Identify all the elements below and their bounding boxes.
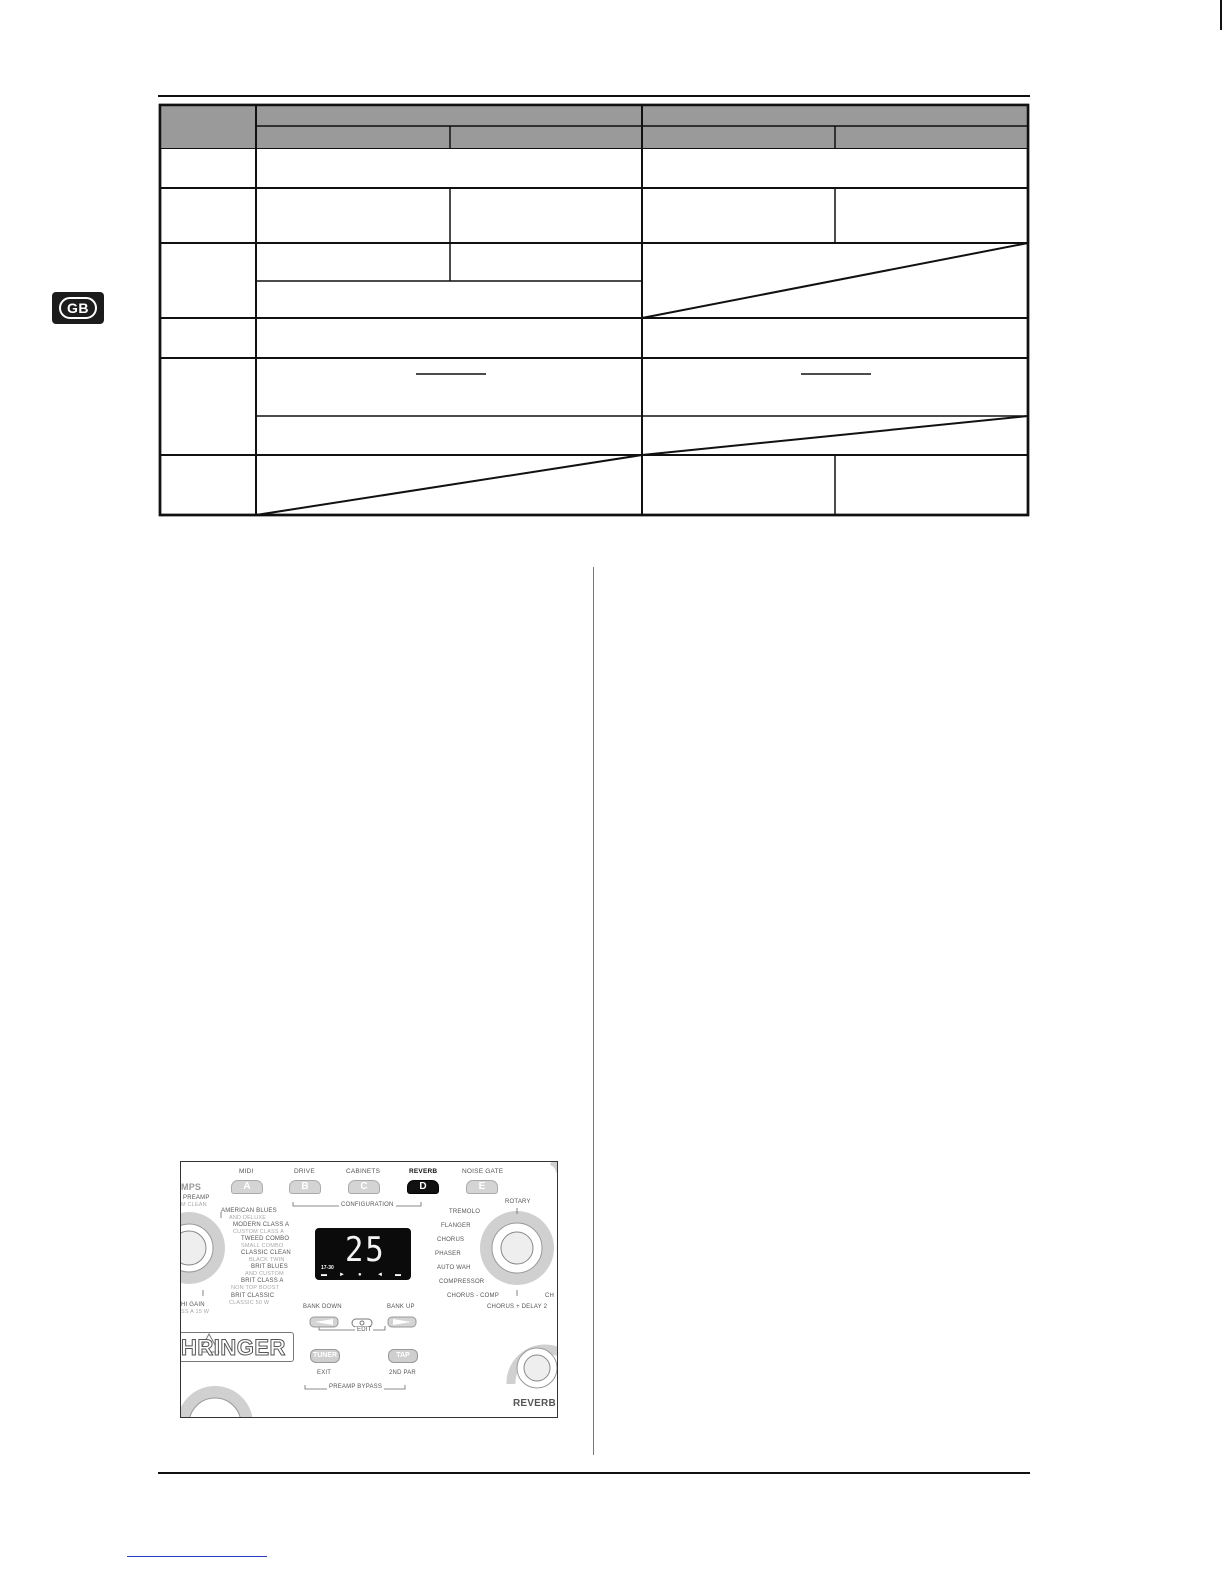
drive-label: DRIVE	[294, 1168, 315, 1175]
amp-model-label: BRIT CLASS A	[241, 1278, 284, 1284]
display-indicator: ◄	[377, 1272, 383, 1278]
front-panel-illustration	[180, 1161, 558, 1418]
amp-model-label: MODERN CLASS A	[233, 1222, 290, 1228]
amp-model-label: BRIT CLASSIC	[231, 1293, 275, 1299]
bank-down-label: BANK DOWN	[303, 1304, 342, 1310]
mod-effect-label: COMPRESSOR	[439, 1279, 485, 1285]
tap-button: TAP	[388, 1349, 418, 1363]
amp-model-sub-label: CUSTOM CLASS A	[233, 1229, 284, 1235]
midi-label: MIDI	[239, 1168, 254, 1175]
display-value: 25	[345, 1230, 386, 1270]
reverb-label: REVERB	[409, 1168, 438, 1175]
preamp-bypass-label: PREAMP BYPASS	[329, 1384, 383, 1390]
display-indicator: ▬	[395, 1272, 401, 1278]
language-badge	[52, 292, 104, 324]
amp-model-sub-label: CLASSIC 50 W	[229, 1300, 270, 1306]
mod-effect-label: TREMOLO	[449, 1209, 481, 1215]
footer-rule	[158, 1472, 1030, 1474]
amp-model-label: CLASSIC CLEAN	[241, 1250, 291, 1256]
amp-model-label: TWEED COMBO	[241, 1236, 290, 1242]
table-border	[160, 105, 1028, 515]
corner-knob-ring	[551, 1162, 558, 1172]
rotary-label: ROTARY	[505, 1199, 531, 1205]
button-e: E	[466, 1180, 498, 1194]
mod-effect-label: FLANGER	[441, 1223, 471, 1229]
amp-model-sub-label: BLACK TWIN	[249, 1257, 285, 1263]
cabinets-label: CABINETS	[346, 1168, 381, 1175]
noise-gate-label: NOISE GATE	[462, 1168, 504, 1175]
led-display	[315, 1228, 411, 1280]
amp-model-sub-label: AND CUSTOM	[245, 1271, 284, 1277]
amps-label: MPS	[181, 1182, 202, 1192]
mod-effect-label: AUTO WAH	[437, 1265, 471, 1271]
mod-knob-cap	[501, 1232, 533, 1264]
tuner-button: TUNER	[310, 1349, 340, 1363]
display-range: 17-30	[321, 1265, 334, 1271]
amp-model-label: BRIT BLUES	[251, 1264, 288, 1270]
spec-table	[158, 103, 1030, 519]
amp-model-sub-label: AND DELUXE	[229, 1215, 267, 1221]
page-edge-mark	[1220, 0, 1222, 30]
chorus-delay-label: CHORUS + DELAY 2	[487, 1304, 548, 1310]
table-diagonal	[642, 416, 1028, 455]
button-a: A	[231, 1180, 263, 1194]
second-par-label: 2ND PAR	[389, 1370, 416, 1376]
header-rule	[158, 95, 1030, 97]
amp-model-sub-label: NON TOP BOOST	[231, 1285, 280, 1291]
column-divider	[593, 567, 594, 1455]
edit-label: EDIT	[357, 1327, 372, 1333]
table-diagonal	[256, 455, 642, 515]
amp-model-label: AMERICAN BLUES	[221, 1208, 277, 1214]
table-corner-cell	[160, 105, 256, 148]
edit-button	[352, 1319, 372, 1327]
button-c: C	[348, 1180, 380, 1194]
hi-gain-sub-label: SS A 15 W	[181, 1309, 210, 1315]
mod-effect-label: CHORUS	[437, 1237, 465, 1243]
button-d: D	[407, 1180, 439, 1194]
configuration-label: CONFIGURATION	[341, 1202, 394, 1208]
preamp-label: PREAMP	[183, 1195, 210, 1201]
display-indicator: ►	[339, 1272, 345, 1278]
display-indicator: ▬	[321, 1272, 327, 1278]
mod-effect-label: CHORUS - COMP	[447, 1293, 499, 1299]
table-diagonal	[642, 243, 1028, 318]
footer-link-underline[interactable]	[127, 1556, 267, 1557]
language-badge-label: GB	[59, 297, 97, 319]
cut-off-label: CH	[545, 1293, 555, 1299]
reverb-knob-label: REVERB	[513, 1398, 556, 1409]
amp-model-sub-label: SMALL COMBO	[241, 1243, 284, 1249]
reverb-knob-cap	[524, 1355, 550, 1381]
hi-gain-label: HI GAIN	[181, 1302, 205, 1308]
exit-label: EXIT	[317, 1370, 332, 1376]
button-b: B	[289, 1180, 321, 1194]
preamp-sub-label: M CLEAN	[181, 1202, 207, 1208]
mod-effect-label: PHASER	[435, 1251, 461, 1257]
brand-logo: HRINGER	[181, 1335, 286, 1360]
bank-up-label: BANK UP	[387, 1304, 415, 1310]
display-indicator: ●	[358, 1272, 362, 1278]
